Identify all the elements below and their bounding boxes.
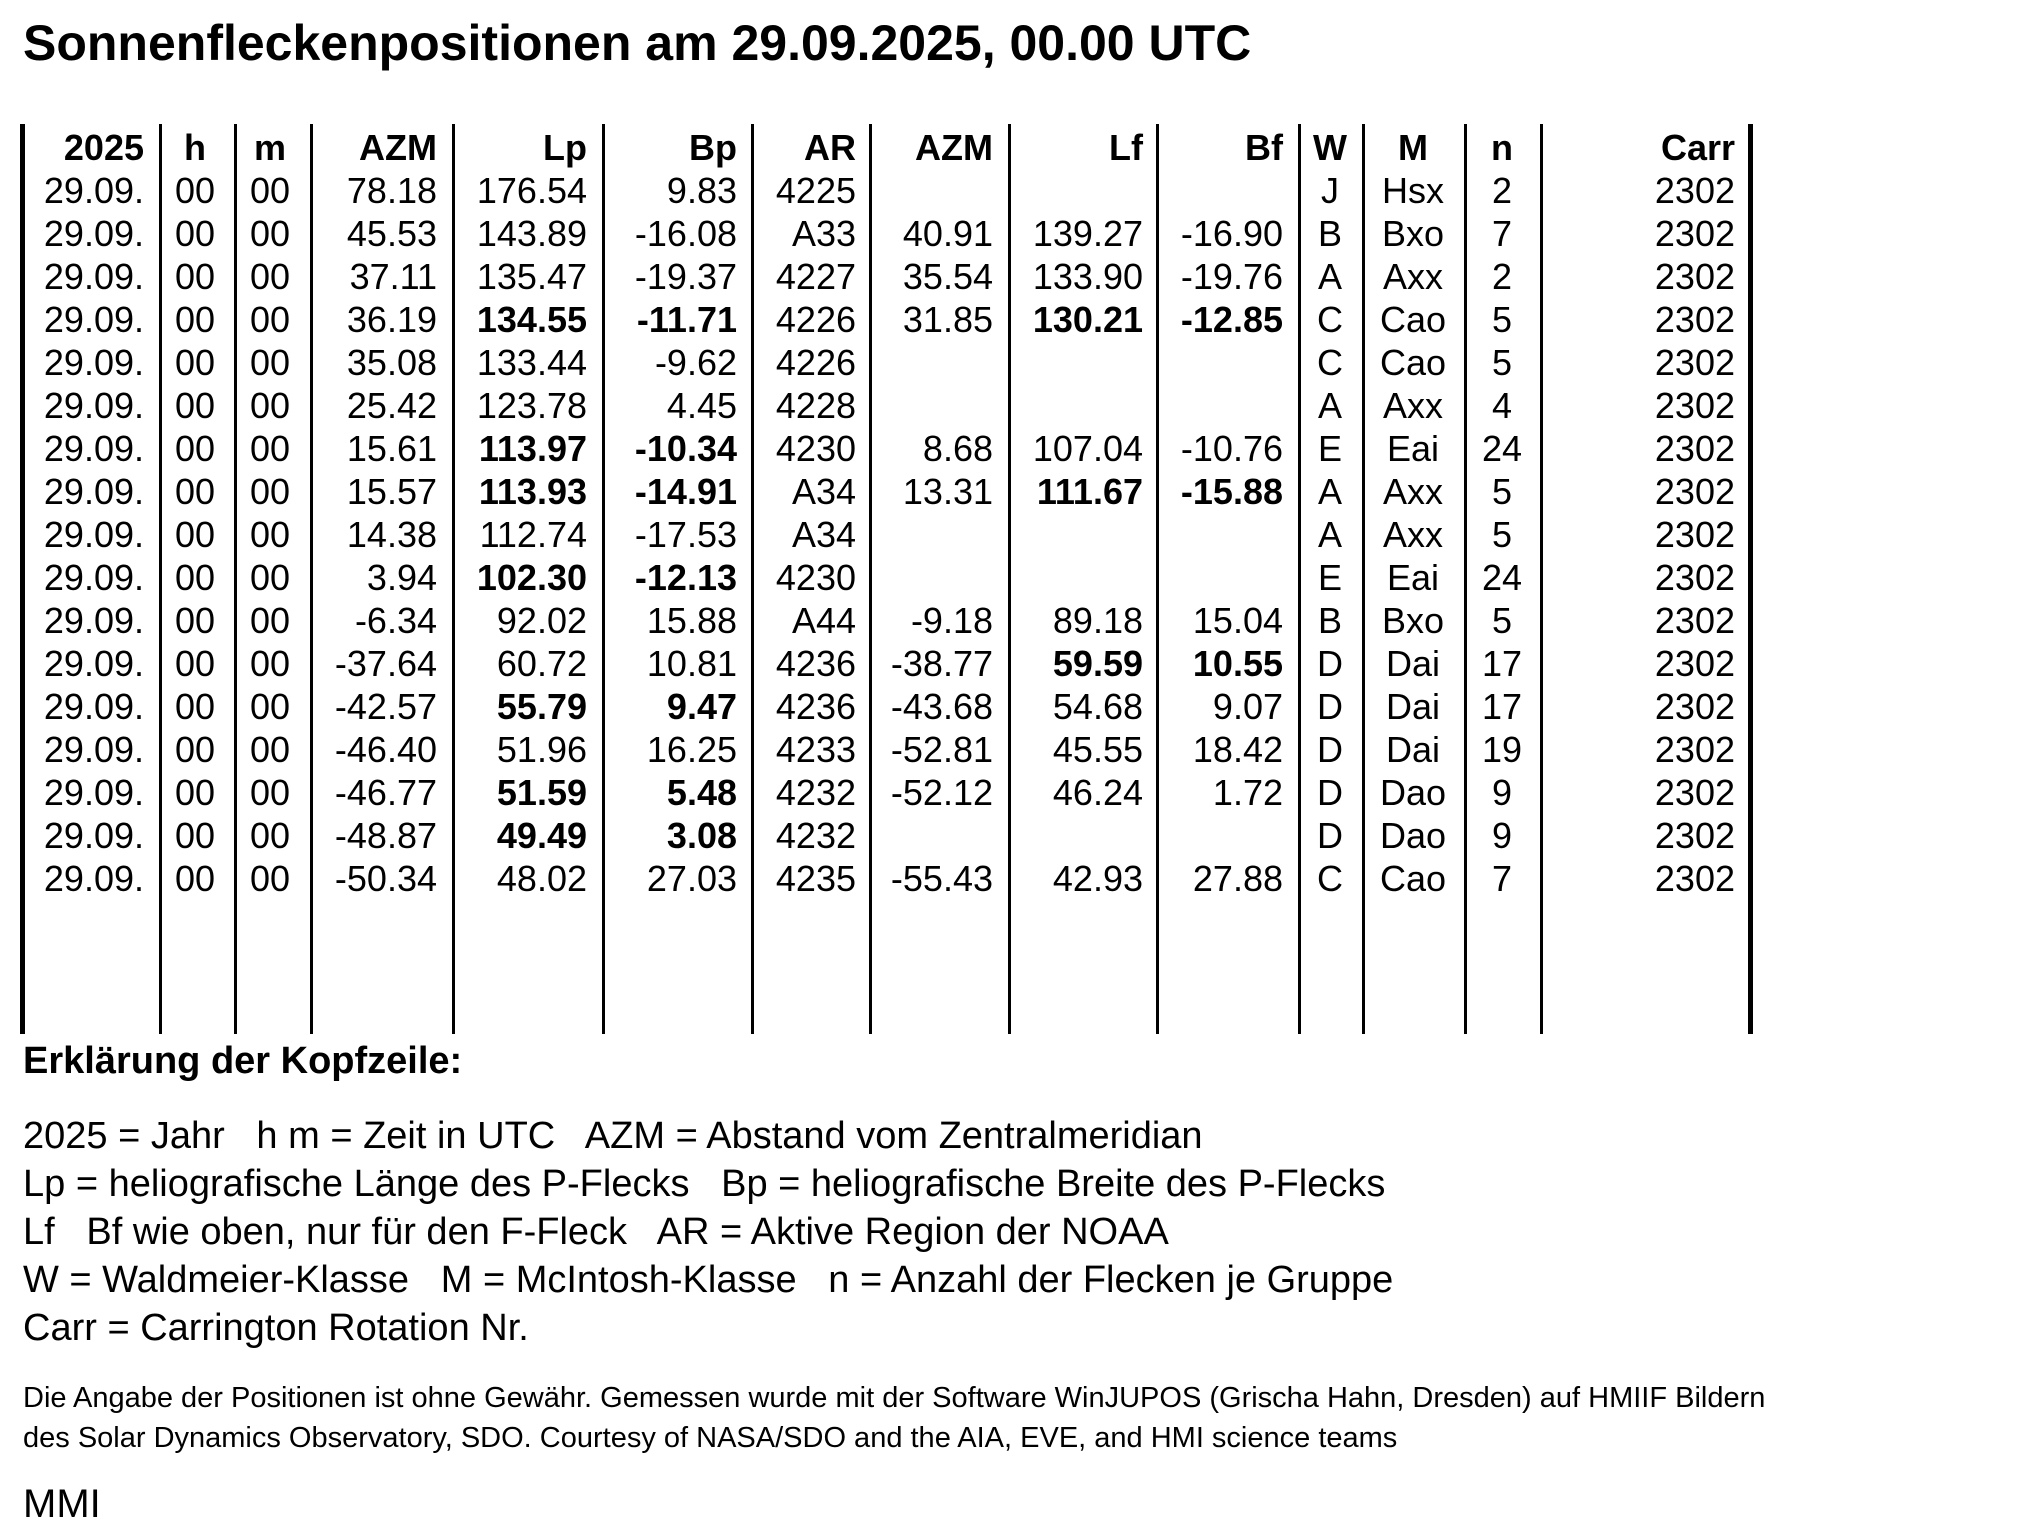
table-cell: 00	[249, 815, 291, 856]
table-cell: 133.90	[1032, 256, 1143, 297]
table-cell: 134.55	[476, 299, 587, 340]
legend-line: W = Waldmeier-Klasse M = McIntosh-Klasse n = Anzahl der Flecken je Gruppe	[23, 1259, 1394, 1301]
table-cell: Axx	[1382, 514, 1443, 555]
table-cell	[1011, 556, 1143, 599]
disclaimer-line: des Solar Dynamics Observatory, SDO. Courtesy of NASA/SDO and the AIA, EVE, and HMI science teams	[23, 1422, 1398, 1454]
table-cell: 4230	[775, 557, 856, 598]
table-cell: 5	[1491, 471, 1513, 512]
table-cell: 00	[249, 557, 291, 598]
table-cell	[1011, 384, 1143, 427]
table-cell	[1159, 169, 1283, 212]
table-cell: A	[1317, 385, 1342, 426]
table-cell: 2302	[1654, 772, 1735, 813]
table-cell: 00	[249, 385, 291, 426]
table-cell: 00	[249, 256, 291, 297]
table-cell: 113.97	[478, 428, 587, 469]
table-cell: A	[1317, 256, 1342, 297]
table-cell: Bxo	[1381, 600, 1445, 641]
table-cell: 00	[249, 514, 291, 555]
table-cell: 102.30	[476, 557, 587, 598]
table-cell: 00	[249, 213, 291, 254]
table-cell: -52.12	[890, 772, 993, 813]
table-cell: 59.59	[1052, 643, 1143, 684]
column-header: Bf	[1245, 127, 1283, 168]
column-header: h	[184, 127, 206, 168]
table-cell: 4226	[775, 299, 856, 340]
table-cell: 35.54	[902, 256, 993, 297]
table-cell: 9	[1491, 772, 1513, 813]
table-cell: 36.19	[346, 299, 437, 340]
table-cell: 60.72	[496, 643, 587, 684]
table-cell: 4230	[775, 428, 856, 469]
table-cell: 40.91	[902, 213, 993, 254]
table-cell: 00	[249, 858, 291, 899]
table-cell: -11.71	[636, 299, 737, 340]
table-cell: -10.34	[634, 428, 737, 469]
table-cell: 111.67	[1036, 471, 1143, 512]
table-cell: B	[1317, 213, 1342, 254]
table-cell: 4233	[775, 729, 856, 770]
table-cell: 4235	[775, 858, 856, 899]
table-cell: 89.18	[1052, 600, 1143, 641]
table-cell: -46.77	[334, 772, 437, 813]
table-cell: 27.88	[1192, 858, 1283, 899]
table-cell: -19.37	[634, 256, 737, 297]
table-cell: -42.57	[334, 686, 437, 727]
legend-line: Lf Bf wie oben, nur für den F-Fleck AR = Aktive Region der NOAA	[23, 1211, 1169, 1253]
table-cell: 78.18	[346, 170, 437, 211]
table-cell: -43.68	[890, 686, 993, 727]
table-cell: 4232	[775, 815, 856, 856]
page-title: Sonnenfleckenpositionen am 29.09.2025, 00.00 UTC	[23, 15, 1252, 71]
table-cell: 8.68	[922, 428, 993, 469]
table-cell: 29.09.	[43, 643, 144, 684]
table-cell: 00	[174, 342, 216, 383]
table-cell: 2302	[1654, 729, 1735, 770]
table-cell: 29.09.	[43, 815, 144, 856]
table-cell: 2302	[1654, 557, 1735, 598]
table-cell: 5	[1491, 600, 1513, 641]
table-cell: 00	[174, 299, 216, 340]
table-cell: 10.81	[646, 643, 737, 684]
column-header: W	[1313, 127, 1347, 168]
table-cell	[872, 169, 993, 212]
column-divider	[1748, 124, 1753, 1034]
column-header: M	[1398, 127, 1428, 168]
table-cell: A33	[791, 213, 856, 254]
table-cell: -48.87	[334, 815, 437, 856]
table-cell: 29.09.	[43, 471, 144, 512]
table-cell: 4225	[775, 170, 856, 211]
table-cell: 143.89	[476, 213, 587, 254]
table-cell: 17	[1481, 643, 1523, 684]
table-cell: 9.47	[666, 686, 737, 727]
table-cell: 2302	[1654, 342, 1735, 383]
table-cell: D	[1317, 815, 1343, 856]
table-cell: 00	[249, 428, 291, 469]
table-cell: 27.03	[646, 858, 737, 899]
legend-title: Erklärung der Kopfzeile:	[23, 1040, 463, 1082]
table-cell: -52.81	[890, 729, 993, 770]
table-cell: 4236	[775, 686, 856, 727]
table-cell: 46.24	[1052, 772, 1143, 813]
table-cell: 25.42	[346, 385, 437, 426]
table-cell: 00	[174, 858, 216, 899]
table-cell: 00	[249, 342, 291, 383]
table-cell: 5.48	[666, 772, 737, 813]
table-cell: 7	[1491, 858, 1513, 899]
disclaimer	[23, 1378, 1765, 1458]
table-cell	[1011, 341, 1143, 384]
table-cell: 00	[249, 600, 291, 641]
column-header: m	[253, 127, 286, 168]
table-cell: 2302	[1654, 428, 1735, 469]
table-cell: 4228	[775, 385, 856, 426]
table-cell: 133.44	[476, 342, 587, 383]
table-cell: D	[1317, 643, 1343, 684]
table-cell: Eai	[1386, 557, 1440, 598]
table-cell: C	[1317, 299, 1343, 340]
table-cell: -37.64	[334, 643, 437, 684]
table-cell: 00	[174, 643, 216, 684]
table-cell: -9.18	[910, 600, 993, 641]
table-cell: 00	[249, 686, 291, 727]
table-cell	[1011, 814, 1143, 857]
table-cell: 112.74	[479, 514, 587, 555]
table-cell: 139.27	[1032, 213, 1143, 254]
table-cell: 17	[1481, 686, 1523, 727]
table-cell: 5	[1491, 342, 1513, 383]
table-cell: 29.09.	[43, 557, 144, 598]
table-cell: -38.77	[890, 643, 993, 684]
table-cell: 4	[1491, 385, 1513, 426]
table-cell: 00	[174, 471, 216, 512]
table-cell: 37.11	[349, 256, 437, 297]
table-cell	[1159, 513, 1283, 556]
table-cell: 51.96	[496, 729, 587, 770]
table-cell: 9	[1491, 815, 1513, 856]
table-cell: 15.04	[1192, 600, 1283, 641]
table-cell: 2	[1491, 170, 1513, 211]
table-cell: -10.76	[1180, 428, 1283, 469]
legend-line: 2025 = Jahr h m = Zeit in UTC AZM = Abstand vom Zentralmeridian	[23, 1115, 1203, 1157]
table-cell: 00	[174, 686, 216, 727]
table-cell: 00	[174, 729, 216, 770]
table-cell: 107.04	[1032, 428, 1143, 469]
table-cell: 00	[174, 557, 216, 598]
table-cell: B	[1317, 600, 1342, 641]
table-cell: 00	[174, 213, 216, 254]
table-cell: -17.53	[634, 514, 737, 555]
table-cell: 00	[174, 600, 216, 641]
table-cell: 7	[1491, 213, 1513, 254]
table-cell: Bxo	[1381, 213, 1445, 254]
column-header: Lf	[1109, 127, 1143, 168]
table-cell: -50.34	[334, 858, 437, 899]
table-cell: 16.25	[646, 729, 737, 770]
signature: MMI	[23, 1482, 101, 1526]
table-cell: -6.34	[354, 600, 437, 641]
column-header: AZM	[915, 127, 993, 168]
table-cell: 5	[1491, 514, 1513, 555]
table-cell: 29.09.	[43, 686, 144, 727]
table-cell	[1011, 513, 1143, 556]
table-cell: C	[1317, 342, 1343, 383]
table-cell: -55.43	[890, 858, 993, 899]
table-cell: Cao	[1379, 858, 1447, 899]
table-cell: 29.09.	[43, 256, 144, 297]
table-cell: 4.45	[666, 385, 737, 426]
table-cell: Dai	[1385, 686, 1441, 727]
table-cell: 00	[174, 514, 216, 555]
table-cell: 29.09.	[43, 299, 144, 340]
table-cell: 2302	[1654, 471, 1735, 512]
table-cell	[1159, 814, 1283, 857]
table-cell: 2302	[1654, 385, 1735, 426]
table-cell: 00	[174, 815, 216, 856]
table-cell: 45.53	[346, 213, 437, 254]
table-cell: 29.09.	[43, 858, 144, 899]
table-cell	[1159, 341, 1283, 384]
table-cell: 130.21	[1032, 299, 1143, 340]
table-cell: 15.61	[346, 428, 437, 469]
table-cell: 54.68	[1052, 686, 1143, 727]
table-cell: E	[1317, 428, 1342, 469]
table-cell: 2	[1491, 256, 1513, 297]
table-cell: 29.09.	[43, 213, 144, 254]
table-cell: 18.42	[1192, 729, 1283, 770]
column-header: AR	[804, 127, 856, 168]
table-cell: C	[1317, 858, 1343, 899]
table-cell: 35.08	[346, 342, 437, 383]
column-header: Lp	[543, 127, 587, 168]
table-cell: 29.09.	[43, 342, 144, 383]
table-cell: 5	[1491, 299, 1513, 340]
table-cell: Cao	[1379, 342, 1447, 383]
table-cell: 00	[174, 170, 216, 211]
table-cell: 29.09.	[43, 772, 144, 813]
table-cell: D	[1317, 729, 1343, 770]
table-cell: 51.59	[496, 772, 587, 813]
table-cell: Cao	[1379, 299, 1447, 340]
table-cell: Dao	[1379, 815, 1447, 856]
table-cell: D	[1317, 686, 1343, 727]
table-cell: 2302	[1654, 514, 1735, 555]
table-cell: 9.83	[666, 170, 737, 211]
column-header: AZM	[359, 127, 437, 168]
column-header: Bp	[689, 127, 737, 168]
table-cell: 10.55	[1192, 643, 1283, 684]
table-cell	[872, 814, 993, 857]
table-cell: Axx	[1382, 471, 1443, 512]
table-cell: 00	[249, 299, 291, 340]
table-cell: 29.09.	[43, 385, 144, 426]
legend-line: Lp = heliografische Länge des P-Flecks Bp = heliografische Breite des P-Flecks	[23, 1163, 1386, 1205]
table-cell: 00	[249, 772, 291, 813]
table-cell	[872, 513, 993, 556]
table-cell: 14.38	[346, 514, 437, 555]
legend-line: Carr = Carrington Rotation Nr.	[23, 1307, 529, 1349]
table-cell: 48.02	[496, 858, 587, 899]
table-cell: 31.85	[902, 299, 993, 340]
table-cell: 92.02	[496, 600, 587, 641]
table-cell	[872, 384, 993, 427]
table-cell: 123.78	[476, 385, 587, 426]
sunspot-table	[20, 124, 1756, 1034]
table-cell: Axx	[1382, 256, 1443, 297]
table-cell: 29.09.	[43, 600, 144, 641]
table-cell	[872, 341, 993, 384]
table-cell: 2302	[1654, 815, 1735, 856]
table-cell: 13.31	[902, 471, 993, 512]
table-cell: 00	[174, 256, 216, 297]
table-cell: 29.09.	[43, 170, 144, 211]
table-cell: -16.08	[634, 213, 737, 254]
table-cell: -15.88	[1180, 471, 1283, 512]
table-cell: 113.93	[478, 471, 587, 512]
table-cell: 2302	[1654, 170, 1735, 211]
table-cell: 2302	[1654, 299, 1735, 340]
table-cell: A	[1317, 514, 1342, 555]
table-cell: 29.09.	[43, 428, 144, 469]
table-cell: 176.54	[476, 170, 587, 211]
table-cell: -14.91	[634, 471, 737, 512]
table-cell: J	[1321, 170, 1339, 211]
table-cell: Dai	[1385, 643, 1441, 684]
table-cell: 19	[1481, 729, 1523, 770]
table-cell: 2302	[1654, 213, 1735, 254]
table-cell: 135.47	[476, 256, 587, 297]
legend-lines	[23, 1112, 1393, 1352]
table-cell: Dao	[1379, 772, 1447, 813]
table-cell: 55.79	[496, 686, 587, 727]
table-cell	[1159, 384, 1283, 427]
table-cell: A34	[791, 514, 856, 555]
column-header: 2025	[63, 127, 144, 168]
table-cell: 15.88	[646, 600, 737, 641]
table-cell	[872, 556, 993, 599]
table-cell	[1159, 556, 1283, 599]
table-cell: 00	[174, 428, 216, 469]
table-cell: D	[1317, 772, 1343, 813]
table-cell: 00	[249, 170, 291, 211]
table-cell: -46.40	[334, 729, 437, 770]
table-cell: 24	[1481, 557, 1523, 598]
table-cell: 4236	[775, 643, 856, 684]
column-header: Carr	[1660, 127, 1735, 168]
table-cell: 29.09.	[43, 514, 144, 555]
table-cell: -12.85	[1180, 299, 1283, 340]
table-cell: 00	[174, 772, 216, 813]
table-cell: 4226	[775, 342, 856, 383]
column-header: n	[1491, 127, 1513, 168]
table-cell: -9.62	[654, 342, 737, 383]
table-cell: 24	[1481, 428, 1523, 469]
table-cell: 2302	[1654, 256, 1735, 297]
table-cell: 9.07	[1212, 686, 1283, 727]
table-cell: 15.57	[346, 471, 437, 512]
table-cell: 29.09.	[43, 729, 144, 770]
table-cell: -16.90	[1180, 213, 1283, 254]
table-cell: 2302	[1654, 686, 1735, 727]
disclaimer-line: Die Angabe der Positionen ist ohne Gewähr. Gemessen wurde mit der Software WinJUPOS (Grischa Hahn, Dresden) auf HMIIF Bildern	[23, 1382, 1766, 1414]
table-cell: 00	[174, 385, 216, 426]
table-cell: 49.49	[496, 815, 587, 856]
table-cell: 4232	[775, 772, 856, 813]
table-cell: Eai	[1386, 428, 1440, 469]
table-cell: 1.72	[1212, 772, 1283, 813]
table-cell: 45.55	[1052, 729, 1143, 770]
table-cell: Axx	[1382, 385, 1443, 426]
table-cell	[1011, 169, 1143, 212]
table-cell: 4227	[775, 256, 856, 297]
table-cell: 00	[249, 729, 291, 770]
table-cell: Dai	[1385, 729, 1441, 770]
table-cell: A	[1317, 471, 1342, 512]
table-cell: Hsx	[1382, 170, 1444, 211]
table-cell: 42.93	[1052, 858, 1143, 899]
table-cell: E	[1317, 557, 1342, 598]
table-cell: 3.08	[666, 815, 737, 856]
table-cell: 00	[249, 471, 291, 512]
table-cell: 2302	[1654, 600, 1735, 641]
table-cell: 2302	[1654, 643, 1735, 684]
table-cell: -19.76	[1180, 256, 1283, 297]
table-cell: A44	[791, 600, 856, 641]
table-cell: -12.13	[634, 557, 737, 598]
table-cell: 00	[249, 643, 291, 684]
table-cell: A34	[791, 471, 856, 512]
column-divider	[20, 124, 25, 1034]
table-cell: 3.94	[366, 557, 437, 598]
table-cell: 2302	[1654, 858, 1735, 899]
